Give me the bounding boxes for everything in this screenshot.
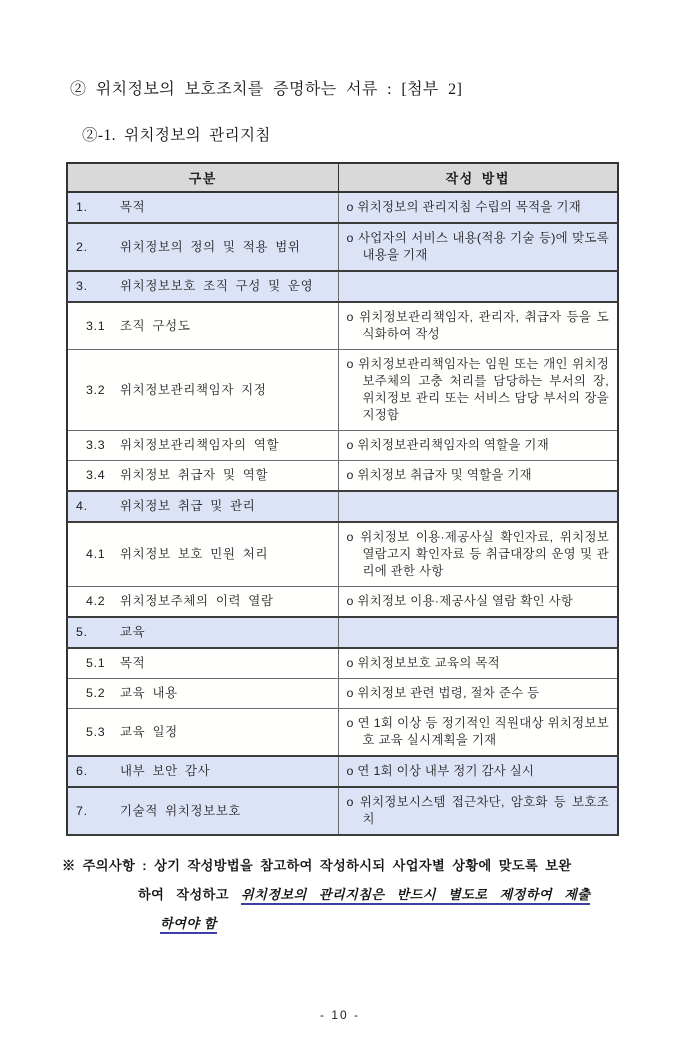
item-label: 위치정보의 정의 및 적용 범위 [120,239,301,254]
category-cell [67,648,338,679]
item-number: 3.2 [86,382,106,397]
item-number: 7. [76,803,88,818]
category-cell [67,709,338,757]
notice-text-2: 하여 작성하고 [138,887,241,902]
item-number: 2. [76,239,88,254]
item-label: 교육 [120,625,146,639]
method-cell: o 위치정보관리책임자, 관리자, 취급자 등을 도식화하여 작성 [338,302,618,350]
table-row [67,491,618,522]
item-number: 5.3 [86,724,106,739]
item-label: 위치정보 취급 및 관리 [120,499,256,513]
table-row [67,192,618,223]
item-number: 5.2 [86,686,106,700]
method-cell: o 위치정보 관련 법령, 절차 준수 등 [338,679,618,709]
table-body [67,192,618,835]
item-label: 위치정보 취급자 및 역할 [120,468,269,482]
method-cell: o 위치정보 이용·제공사실 확인자료, 위치정보 열람고지 확인자료 등 취급대장의 운영 및 관리에 관한 사항 [338,522,618,587]
table-row [67,617,618,648]
method-cell [338,271,618,302]
column-header-category: 구분 [67,163,338,192]
notice-marker: ※ 주의사항 : [62,858,155,873]
method-cell: o 위치정보시스템 접근차단, 암호화 등 보호조치 [338,787,618,835]
method-cell [338,491,618,522]
notice-line-1 [62,851,620,880]
method-cell: o 위치정보관리책임자는 임원 또는 개인 위치정보주체의 고충 처리를 담당하는 부서의 장, 위치정보 관리 또는 서비스 담당 부서의 장을 지정함 [338,350,618,431]
table-row [67,271,618,302]
table-row [67,648,618,679]
section-subtitle: ②-1. 위치정보의 관리지침 [82,127,271,144]
item-label: 교육 내용 [120,686,178,700]
category-cell [67,787,338,835]
column-header-method: 작성 방법 [338,163,618,192]
category-cell [67,491,338,522]
category-cell [67,271,338,302]
method-cell [338,617,618,648]
table-row [67,522,618,587]
table-row [67,787,618,835]
category-cell [67,679,338,709]
category-cell [67,587,338,618]
item-number: 4. [76,499,88,513]
method-cell: o 연 1회 이상 등 정기적인 직원대상 위치정보보호 교육 실시계획을 기재 [338,709,618,757]
table-row [67,223,618,271]
item-number: 5.1 [86,656,106,670]
method-cell: o 위치정보관리책임자의 역할을 기재 [338,431,618,461]
document-page [0,76,680,1038]
item-label: 위치정보주체의 이력 열람 [120,594,274,608]
table-row [67,350,618,431]
item-label: 위치정보보호 조직 구성 및 운영 [120,279,314,293]
method-cell: o 사업자의 서비스 내용(적용 기술 등)에 맞도록 내용을 기재 [338,223,618,271]
item-label: 목적 [120,200,146,214]
table-row [67,587,618,618]
category-cell [67,461,338,492]
item-number: 3.4 [86,468,106,482]
table-row [67,461,618,492]
item-number: 3.1 [86,318,106,333]
item-number: 3. [76,279,88,293]
category-cell [67,350,338,431]
notice-line-3 [160,909,620,938]
table-header-row [67,163,618,192]
notice-line-2 [138,880,620,909]
method-cell: o 위치정보 이용·제공사실 열람 확인 사항 [338,587,618,618]
table-row [67,679,618,709]
item-number: 3.3 [86,438,106,452]
category-cell [67,192,338,223]
item-number: 1. [76,200,88,214]
table-row [67,756,618,787]
item-label: 위치정보 보호 민원 처리 [120,547,269,561]
page-title: ② 위치정보의 보호조치를 증명하는 서류 : [첨부 2] [70,81,463,98]
item-label: 위치정보관리책임자의 역할 [120,438,280,452]
table-row [67,709,618,757]
guideline-table [66,162,619,836]
category-cell [67,302,338,350]
notice-underlined-text: 위치정보의 관리지침은 반드시 별도로 제정하여 제출 [241,887,590,905]
category-cell [67,522,338,587]
category-cell [67,756,338,787]
table-row [67,302,618,350]
item-label: 교육 일정 [120,724,178,739]
notice [62,851,620,938]
category-cell [67,617,338,648]
method-cell: o 위치정보보호 교육의 목적 [338,648,618,679]
item-label: 목적 [120,656,146,670]
item-label: 위치정보관리책임자 지정 [120,382,267,397]
item-number: 4.2 [86,594,106,608]
item-number: 5. [76,625,88,639]
category-cell [67,431,338,461]
page-number: - 10 - [319,1008,360,1022]
table-row [67,431,618,461]
item-label: 조직 구성도 [120,318,191,333]
notice-underlined-text-2: 하여야 함 [160,916,217,934]
item-label: 기술적 위치정보보호 [120,803,242,818]
item-number: 6. [76,764,88,778]
category-cell [67,223,338,271]
item-number: 4.1 [86,547,106,561]
method-cell: o 연 1회 이상 내부 정기 감사 실시 [338,756,618,787]
method-cell: o 위치정보 취급자 및 역할을 기재 [338,461,618,492]
method-cell: o 위치정보의 관리지침 수립의 목적을 기재 [338,192,618,223]
item-label: 내부 보안 감사 [120,764,211,778]
notice-text-1: 상기 작성방법을 참고하여 작성하시되 사업자별 상황에 맞도록 보완 [154,858,572,873]
